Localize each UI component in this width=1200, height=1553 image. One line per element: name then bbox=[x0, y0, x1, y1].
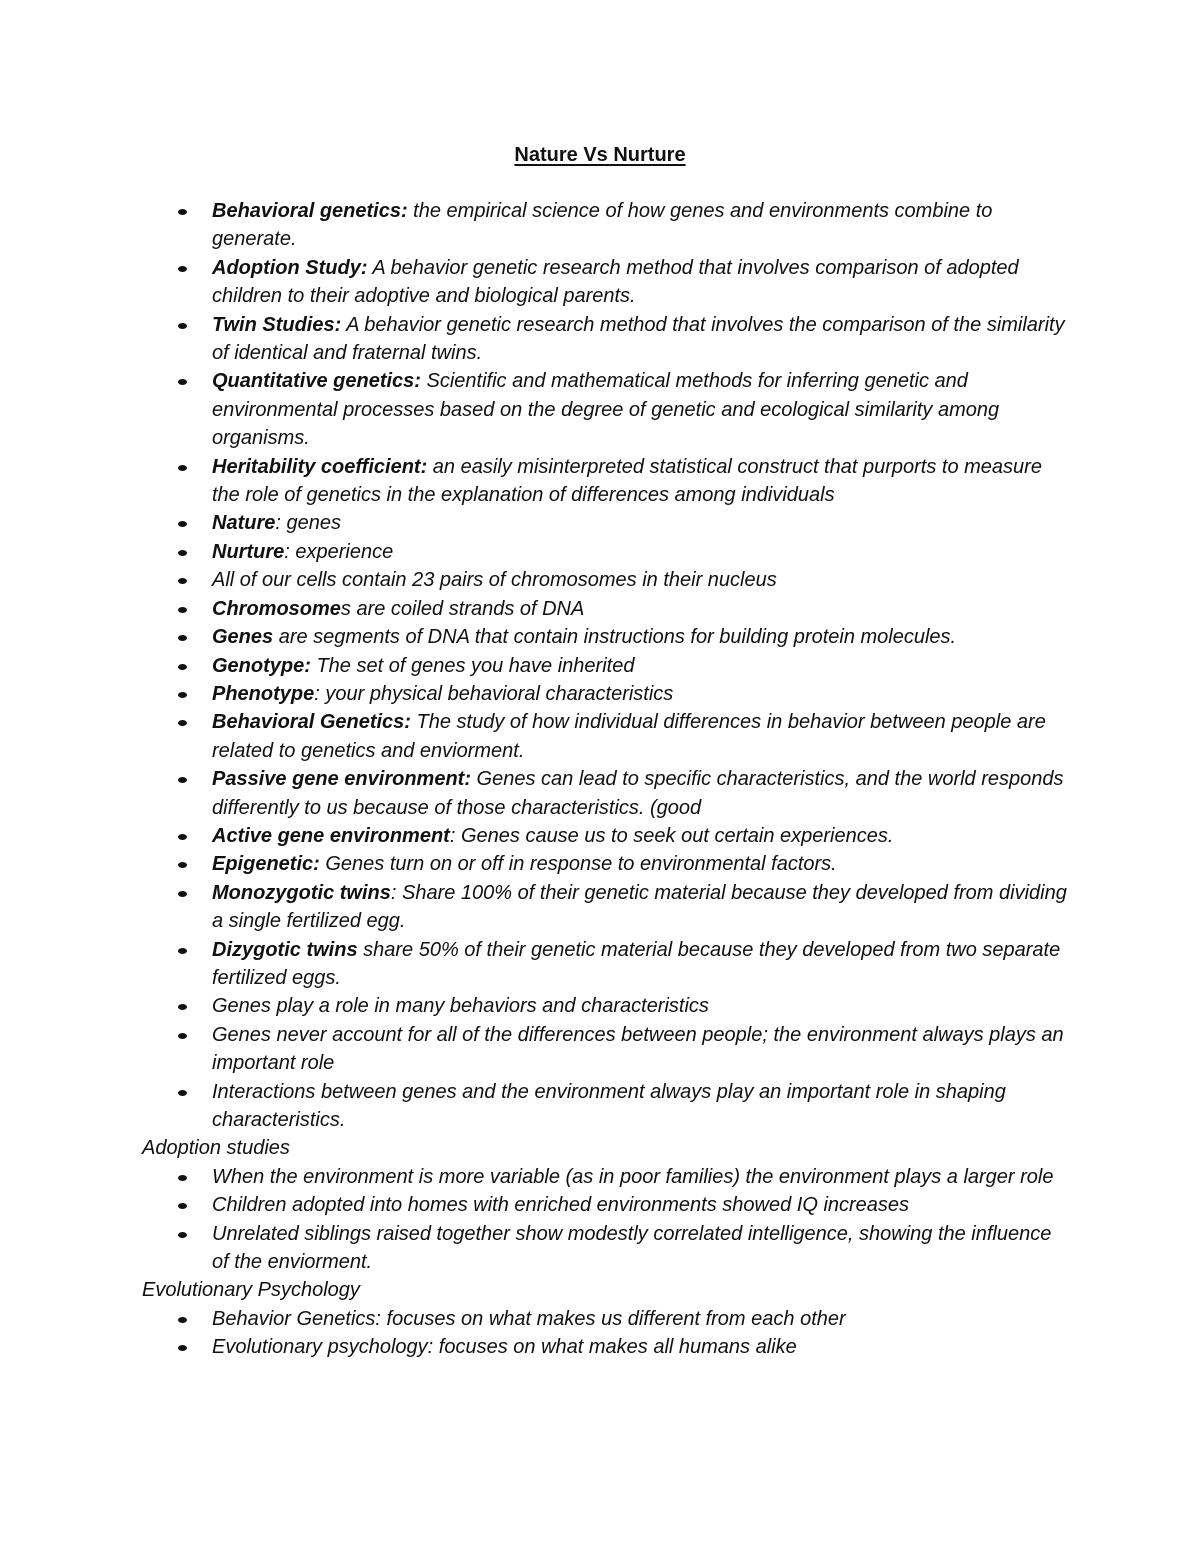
term: Chromosome bbox=[212, 597, 341, 620]
section-heading-evolutionary-psychology: Evolutionary Psychology bbox=[142, 1279, 360, 1302]
term: Passive gene environment: bbox=[212, 768, 471, 791]
definition: Scientific and mathematical methods for inferring genetic and environmental processes based on the degree of genetic and ecological similarity among organisms. bbox=[212, 370, 1000, 450]
term: Adoption Study: bbox=[212, 256, 368, 279]
definition: : genes bbox=[275, 512, 341, 535]
definition: Genes play a role in many behaviors and characteristics bbox=[212, 995, 709, 1018]
list-item: Unrelated siblings raised together show modestly correlated intelligence, showing the influence of the enviorment. bbox=[142, 1220, 1072, 1277]
list-item bbox=[142, 509, 1072, 537]
definition: The set of genes you have inherited bbox=[310, 654, 635, 677]
list-item bbox=[142, 623, 1072, 651]
list-item: Behavior Genetics: focuses on what makes us different from each other bbox=[142, 1305, 1072, 1333]
term: Genes bbox=[212, 626, 274, 649]
term: Behavioral genetics: bbox=[212, 200, 408, 222]
adoption-studies-list bbox=[142, 1163, 1072, 1277]
definitions-list bbox=[142, 197, 1072, 1134]
list-item bbox=[142, 708, 1072, 765]
definition: are segments of DNA that contain instructions for building protein molecules. bbox=[273, 626, 957, 649]
definition: : experience bbox=[284, 540, 394, 563]
evolutionary-psychology-list bbox=[142, 1305, 1072, 1362]
term: Dizygotic twins bbox=[212, 938, 358, 961]
list-item bbox=[142, 453, 1072, 510]
definition: Genes can lead to specific characteristics, and the world responds differently to us because of those characteristics. (good bbox=[212, 768, 1064, 819]
list-item: When the environment is more variable (as in poor families) the environment plays a larger role bbox=[142, 1163, 1072, 1191]
list-item bbox=[142, 992, 1072, 1020]
definition: s are coiled strands of DNA bbox=[340, 597, 585, 620]
term: Genotype: bbox=[212, 654, 311, 677]
definition: : your physical behavioral characteristics bbox=[314, 682, 674, 705]
term: Active gene environment bbox=[212, 824, 450, 847]
definition: : Genes cause us to seek out certain experiences. bbox=[449, 824, 894, 847]
list-item bbox=[142, 680, 1072, 708]
list-item bbox=[142, 197, 1072, 254]
definition: Genes never account for all of the differences between people; the environment always plays an important role bbox=[212, 1023, 1064, 1075]
definition: : Share 100% of their genetic material because they developed from dividing a single fertilized egg. bbox=[212, 881, 1067, 933]
list-item bbox=[142, 765, 1072, 822]
definition: the empirical science of how genes and environments combine to generate. bbox=[212, 200, 993, 251]
definition: A behavior genetic research method that involves comparison of adopted children to their adoptive and biological parents. bbox=[212, 256, 1019, 308]
list-item bbox=[142, 538, 1072, 566]
list-item bbox=[142, 1021, 1072, 1078]
list-item bbox=[142, 1078, 1072, 1135]
definition: Genes turn on or off in response to environmental factors. bbox=[319, 853, 837, 876]
term: Nurture bbox=[212, 540, 285, 563]
term: Heritability coefficient: bbox=[212, 455, 428, 478]
term: Monozygotic twins bbox=[212, 881, 391, 904]
term: Epigenetic: bbox=[212, 853, 320, 876]
section-heading-adoption-studies: Adoption studies bbox=[142, 1137, 290, 1160]
term: Behavioral Genetics: bbox=[212, 711, 411, 734]
definition: The study of how individual differences in behavior between people are related to genetics and enviorment. bbox=[212, 711, 1046, 762]
list-item bbox=[142, 254, 1072, 311]
document-body bbox=[142, 197, 1072, 1362]
list-item bbox=[142, 566, 1072, 594]
list-item bbox=[142, 595, 1072, 623]
list-item bbox=[142, 311, 1072, 368]
list-item bbox=[142, 367, 1072, 452]
list-item bbox=[142, 879, 1072, 936]
list-item: Evolutionary psychology: focuses on what makes all humans alike bbox=[142, 1333, 1072, 1361]
term: Twin Studies: bbox=[212, 313, 342, 336]
list-item: Children adopted into homes with enriched environments showed IQ increases bbox=[142, 1191, 1072, 1219]
list-item bbox=[142, 652, 1072, 680]
document-title: Nature Vs Nurture bbox=[514, 144, 686, 166]
definition: All of our cells contain 23 pairs of chromosomes in their nucleus bbox=[212, 569, 777, 592]
list-item bbox=[142, 822, 1072, 850]
term: Quantitative genetics: bbox=[212, 370, 421, 393]
list-item bbox=[142, 936, 1072, 993]
definition: Interactions between genes and the environment always play an important role in shaping characteristics. bbox=[212, 1080, 1006, 1131]
term: Nature bbox=[212, 512, 276, 535]
term: Phenotype bbox=[212, 682, 315, 705]
definition: A behavior genetic research method that involves the comparison of the similarity of identical and fraternal twins. bbox=[212, 313, 1065, 365]
list-item bbox=[142, 850, 1072, 878]
definition: an easily misinterpreted statistical construct that purports to measure the role of genetics in the explanation of differences among individuals bbox=[212, 455, 1042, 507]
definition: share 50% of their genetic material because they developed from two separate fertilized eggs. bbox=[212, 938, 1061, 989]
